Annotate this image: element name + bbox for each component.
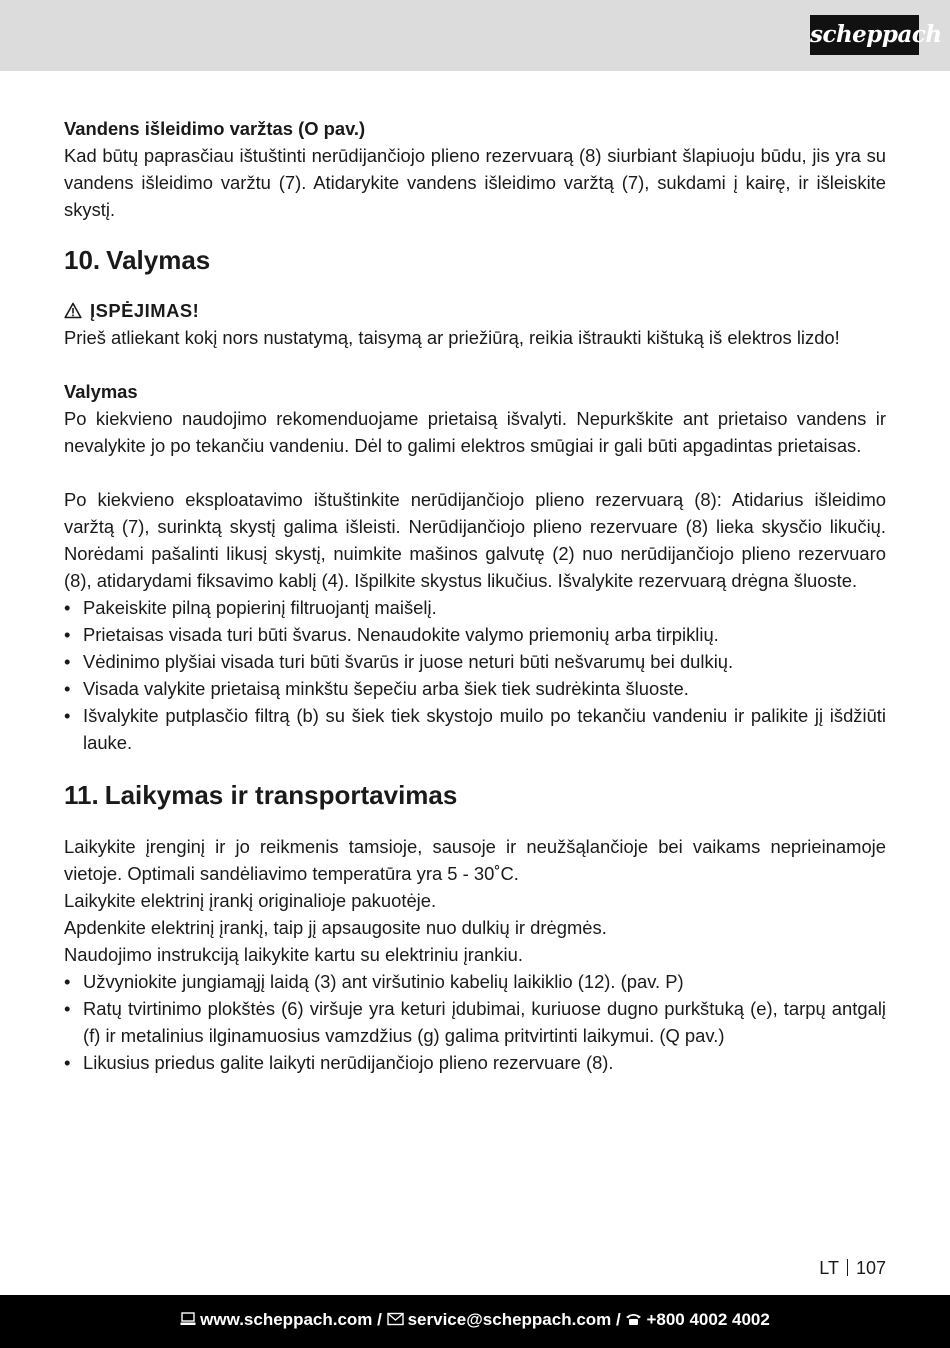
warning-triangle-icon: [64, 297, 84, 324]
cleaning-para-1: Po kiekvieno naudojimo rekomenduojame prietaisą išvalyti. Nepurkškite ant prietaiso vandens ir nevalykite jo po tekančiu vandeniu. Dėl to galimi elektros smūgiai ir gali būti apgadintas prietaisas.: [64, 408, 886, 456]
page-content: [64, 115, 886, 1076]
storage-number: 11.: [64, 780, 99, 810]
storage-line-2: Laikykite elektrinį įrankį originalioje pakuotėje.: [64, 890, 437, 911]
page-separator: [847, 1259, 848, 1276]
warning-line: [64, 297, 886, 324]
list-item: • Likusius priedus galite laikyti nerūdijančiojo plieno rezervuare (8).: [64, 1049, 886, 1076]
footer-web-link[interactable]: www.scheppach.com: [200, 1310, 373, 1329]
list-item: • Pakeiskite pilną popierinį filtruojantį maišelį.: [64, 594, 886, 621]
footer-email-link[interactable]: service@scheppach.com: [407, 1310, 612, 1329]
storage-line-4: Naudojimo instrukciją laikykite kartu su elektriniu įrankiu.: [64, 944, 523, 965]
footer-separator: /: [611, 1310, 626, 1329]
list-item: • Išvalykite putplasčio filtrą (b) su šiek tiek skystojo muilo po tekančiu vandeniu ir palikite jį išdžiūti lauke.: [64, 702, 886, 756]
list-item: • Užvyniokite jungiamąjį laidą (3) ant viršutinio kabelių laikiklio (12). (pav. P): [64, 968, 886, 995]
footer-phone-link[interactable]: +800 4002 4002: [646, 1310, 770, 1329]
page-lang: LT: [819, 1258, 839, 1278]
drain-title: Vandens išleidimo varžtas (O pav.): [64, 118, 366, 139]
footer-separator: /: [372, 1310, 387, 1329]
list-item: • Vėdinimo plyšiai visada turi būti švarūs ir juose neturi būti nešvarumų bei dulkių.: [64, 648, 886, 675]
list-item: • Ratų tvirtinimo plokštės (6) viršuje yra keturi įdubimai, kuriuose dugno purkštuką (e), tarpų antgalį (f) ir metalinius ilginamuosius vamzdžius (g) galima pritvirtinti laikymui. (Q pav.): [64, 995, 886, 1049]
cleaning-number: 10.: [64, 245, 101, 275]
page-footer: [0, 1295, 950, 1348]
mail-icon: [387, 1295, 404, 1345]
cleaning-bullet-list: [64, 594, 886, 756]
storage-line-3: Apdenkite elektrinį įrankį, taip jį apsaugosite nuo dulkių ir drėgmės.: [64, 917, 607, 938]
brand-logo: scheppach: [810, 15, 919, 55]
warning-label: ĮSPĖJIMAS!: [90, 300, 200, 321]
storage-line-1: Laikykite įrenginį ir jo reikmenis tamsioje, sausoje ir neužšąlančioje bei vaikams neprieinamoje vietoje. Optimali sandėliavimo temperatūra yra 5 - 30˚C.: [64, 836, 886, 884]
cleaning-heading: [64, 244, 886, 276]
cleaning-title: Valymas: [106, 245, 211, 275]
storage-heading: [64, 779, 886, 811]
page-number-value: 107: [855, 1258, 886, 1278]
cleaning-subtitle: Valymas: [64, 381, 138, 402]
warning-text: Prieš atliekant kokį nors nustatymą, taisymą ar priežiūrą, reikia ištraukti kištuką iš elektros lizdo!: [64, 327, 840, 348]
cleaning-para-2: Po kiekvieno eksploatavimo ištuštinkite nerūdijančiojo plieno rezervuarą (8): Atidarius išleidimo varžtą (7), surinktą skystį galima išleisti. Nerūdijančiojo plieno rezervuare (8) lieka skysčio likučių. Norėdami pašalinti likusį skystį, nuimkite mašinos galvutę (2) nuo nerūdijančiojo plieno rezervuaro (8), atidarydami fiksavimo kablį (4). Išpilkite skystus likučius. Išvalykite rezervuarą drėgna šluoste.: [64, 489, 886, 591]
page-header: [0, 0, 950, 71]
page-number: [819, 1256, 886, 1280]
storage-title: Laikymas ir transportavimas: [104, 780, 458, 810]
list-item: • Visada valykite prietaisą minkštu šepečiu arba šiek tiek sudrėkinta šluoste.: [64, 675, 886, 702]
storage-bullet-list: [64, 968, 886, 1076]
phone-icon: [625, 1295, 642, 1345]
list-item: • Prietaisas visada turi būti švarus. Nenaudokite valymo priemonių arba tirpiklių.: [64, 621, 886, 648]
computer-icon: [180, 1295, 196, 1345]
drain-text: Kad būtų paprasčiau ištuštinti nerūdijančiojo plieno rezervuarą (8) siurbiant šlapiuoju būdu, jis yra su vandens išleidimo varžtu (7). Atidarykite vandens išleidimo varžtą (7), sukdami į kairę, ir išleiskite skystį.: [64, 145, 886, 220]
